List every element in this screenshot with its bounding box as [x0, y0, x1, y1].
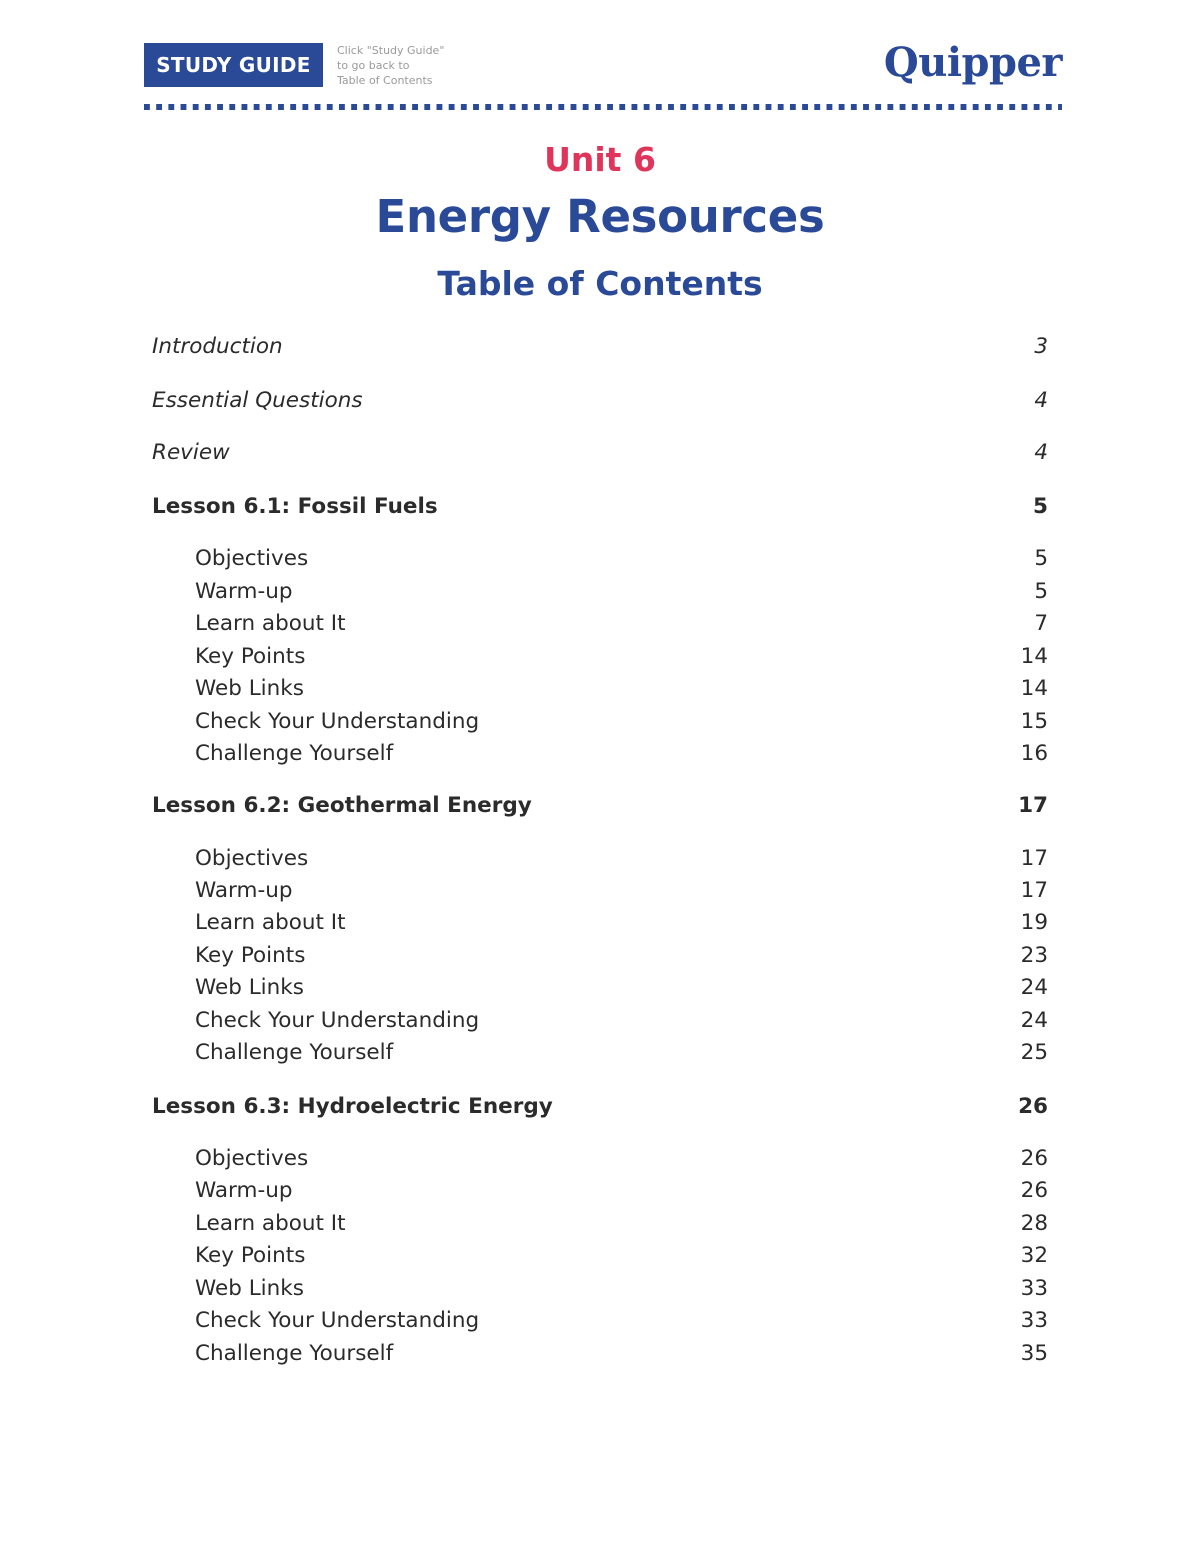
toc-subentry[interactable]: [195, 971, 1048, 1003]
toc-subentry-page: 16: [1020, 740, 1048, 766]
toc-lesson-6-3[interactable]: [152, 1090, 1048, 1122]
toc-heading: Table of Contents: [437, 264, 763, 303]
toc-subentry-page: 33: [1020, 1275, 1048, 1301]
toc-subentry-page: 5: [1034, 545, 1048, 571]
toc-subentry-page: 23: [1020, 942, 1048, 968]
toc-subentry-label: Learn about It: [195, 610, 346, 636]
toc-subentry[interactable]: [195, 1174, 1048, 1206]
toc-subentry-page: 32: [1020, 1242, 1048, 1268]
dotted-divider: [144, 104, 1062, 110]
toc-subentry-label: Web Links: [195, 675, 304, 701]
toc-subentry[interactable]: [195, 672, 1048, 704]
toc-subentry[interactable]: [195, 575, 1048, 607]
toc-lesson-title: Lesson 6.1: Fossil Fuels: [152, 493, 438, 519]
toc-subentry[interactable]: [195, 1036, 1048, 1068]
toc-lesson-title: Lesson 6.2: Geothermal Energy: [152, 792, 532, 818]
toc-subentry[interactable]: [195, 939, 1048, 971]
toc-subentry-label: Objectives: [195, 1145, 309, 1171]
toc-entry-label: Review: [152, 439, 230, 465]
toc-entry-page: 3: [1034, 333, 1048, 359]
toc-subentry-label: Challenge Yourself: [195, 1340, 394, 1366]
toc-subentry-page: 24: [1020, 1007, 1048, 1033]
toc-subentry-page: 7: [1034, 610, 1048, 636]
toc-subentry[interactable]: [195, 1004, 1048, 1036]
toc-lesson-6-2[interactable]: [152, 789, 1048, 821]
page-header: [144, 39, 1062, 103]
toc-subentry[interactable]: [195, 640, 1048, 672]
note-line-3: Table of Contents: [337, 74, 433, 87]
page-title: Energy Resources: [375, 190, 825, 243]
toc-subentry[interactable]: [195, 874, 1048, 906]
toc-subentry[interactable]: [195, 1207, 1048, 1239]
toc-subentry-page: 17: [1020, 845, 1048, 871]
toc-subentry[interactable]: [195, 1142, 1048, 1174]
toc-subentry-page: 33: [1020, 1307, 1048, 1333]
toc-subentry[interactable]: [195, 607, 1048, 639]
study-guide-button[interactable]: STUDY GUIDE: [144, 43, 323, 87]
toc-lesson-page: 5: [1033, 493, 1048, 519]
study-guide-note: [337, 43, 477, 88]
toc-lesson-page: 17: [1018, 792, 1048, 818]
toc-entry-essential-questions[interactable]: [152, 384, 1048, 416]
toc-subentry-label: Check Your Understanding: [195, 1007, 480, 1033]
toc-lesson-title: Lesson 6.3: Hydroelectric Energy: [152, 1093, 553, 1119]
toc-subentry-page: 35: [1020, 1340, 1048, 1366]
toc-subentry-page: 5: [1034, 578, 1048, 604]
toc-subentry-page: 26: [1020, 1145, 1048, 1171]
toc-entry-introduction[interactable]: [152, 330, 1048, 362]
toc-subentry-label: Check Your Understanding: [195, 708, 480, 734]
toc-subentry[interactable]: [195, 1337, 1048, 1369]
toc-subentry[interactable]: [195, 705, 1048, 737]
toc-lesson-6-1[interactable]: [152, 490, 1048, 522]
brand-logo: Quipper: [883, 39, 1062, 86]
toc-subentry-label: Key Points: [195, 643, 306, 669]
toc-subentry[interactable]: [195, 906, 1048, 938]
toc-subentry-page: 19: [1020, 909, 1048, 935]
toc-subentry-label: Warm-up: [195, 1177, 293, 1203]
toc-subentry[interactable]: [195, 542, 1048, 574]
toc-subentry-page: 24: [1020, 974, 1048, 1000]
toc-subentry-label: Challenge Yourself: [195, 1039, 394, 1065]
toc-entry-review[interactable]: [152, 436, 1048, 468]
note-line-2: to go back to: [337, 59, 410, 72]
toc-subentry-label: Key Points: [195, 942, 306, 968]
toc-subentry[interactable]: [195, 1239, 1048, 1271]
toc-subentry-label: Check Your Understanding: [195, 1307, 480, 1333]
toc-subentry[interactable]: [195, 1304, 1048, 1336]
toc-subentry-label: Objectives: [195, 845, 309, 871]
toc-subentry-page: 17: [1020, 877, 1048, 903]
unit-label: Unit 6: [544, 140, 656, 179]
toc-subentry-page: 14: [1020, 675, 1048, 701]
toc-lesson-page: 26: [1018, 1093, 1048, 1119]
toc-subentry-page: 15: [1020, 708, 1048, 734]
toc-entry-label: Essential Questions: [152, 387, 363, 413]
toc-subentry[interactable]: [195, 842, 1048, 874]
toc-subentry-label: Key Points: [195, 1242, 306, 1268]
toc-subentry-label: Learn about It: [195, 909, 346, 935]
toc-subentry-page: 25: [1020, 1039, 1048, 1065]
toc-subentry-label: Web Links: [195, 974, 304, 1000]
toc-entry-page: 4: [1034, 439, 1048, 465]
toc-subentry[interactable]: [195, 1272, 1048, 1304]
toc-subentry[interactable]: [195, 737, 1048, 769]
toc-subentry-label: Warm-up: [195, 877, 293, 903]
toc-entry-label: Introduction: [152, 333, 283, 359]
toc-subentry-page: 14: [1020, 643, 1048, 669]
toc-subentry-label: Learn about It: [195, 1210, 346, 1236]
toc-entry-page: 4: [1034, 387, 1048, 413]
toc-subentry-page: 26: [1020, 1177, 1048, 1203]
toc-subentry-label: Web Links: [195, 1275, 304, 1301]
toc-subentry-label: Warm-up: [195, 578, 293, 604]
toc-subentry-label: Objectives: [195, 545, 309, 571]
toc-subentry-page: 28: [1020, 1210, 1048, 1236]
toc-subentry-label: Challenge Yourself: [195, 740, 394, 766]
note-line-1: Click "Study Guide": [337, 44, 445, 57]
